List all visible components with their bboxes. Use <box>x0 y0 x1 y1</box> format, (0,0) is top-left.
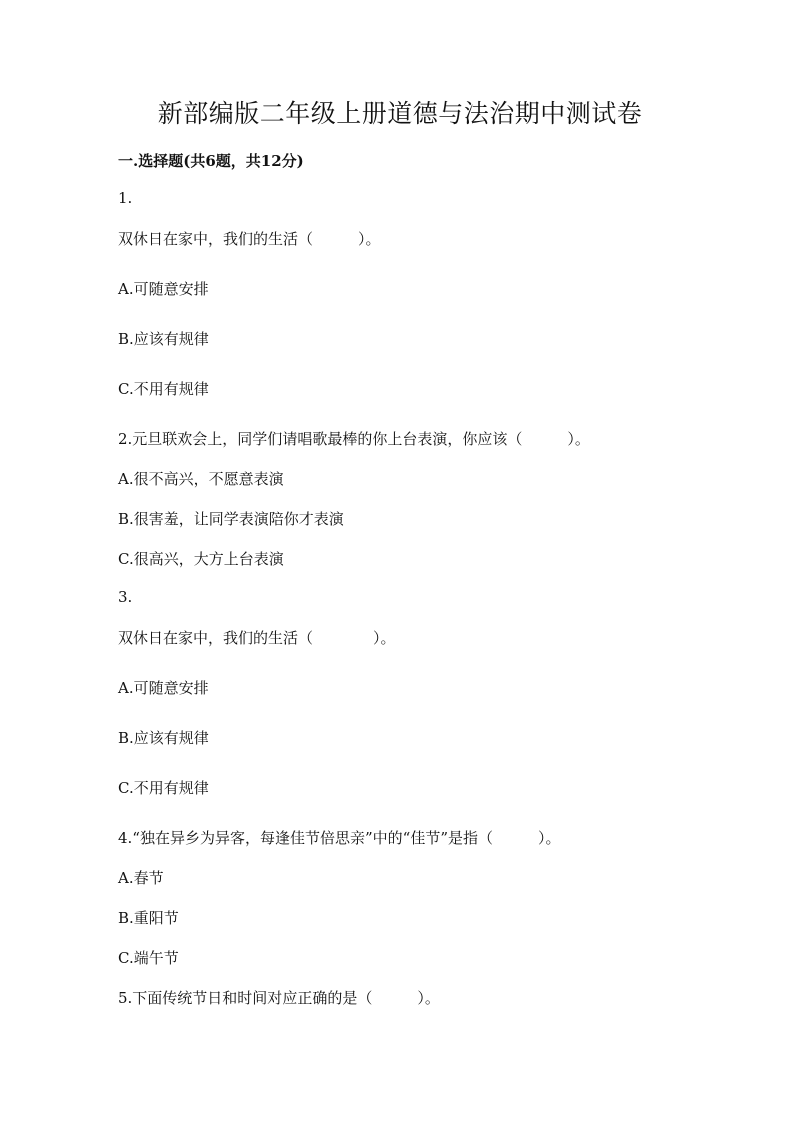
question-3-option-a: A.可随意安排 <box>118 679 209 697</box>
question-1-number: 1. <box>118 189 133 207</box>
question-2-stem: 2.元旦联欢会上，同学们请唱歌最棒的你上台表演，你应该（ ）。 <box>118 430 590 448</box>
question-4-stem: 4.“独在异乡为异客，每逢佳节倍思亲”中的“佳节”是指（ ）。 <box>118 829 561 847</box>
question-1-option-c: C.不用有规律 <box>118 380 209 398</box>
page-title: 新部编版二年级上册道德与法治期中测试卷 <box>157 99 643 128</box>
question-3-option-b: B.应该有规律 <box>118 729 209 747</box>
question-4-option-a: A.春节 <box>118 869 164 887</box>
question-2-option-a: A.很不高兴，不愿意表演 <box>118 470 284 488</box>
question-1-stem: 双休日在家中，我们的生活（ ）。 <box>118 230 381 248</box>
question-1-option-b: B.应该有规律 <box>118 330 209 348</box>
question-4-option-b: B.重阳节 <box>118 909 179 927</box>
question-3-stem: 双休日在家中，我们的生活（ ）。 <box>118 629 396 647</box>
question-5-stem: 5.下面传统节日和时间对应正确的是（ ）。 <box>118 989 440 1007</box>
question-1-option-a: A.可随意安排 <box>118 280 209 298</box>
question-2-option-b: B.很害羞，让同学表演陪你才表演 <box>118 510 344 528</box>
question-3-number: 3. <box>118 588 133 606</box>
question-2-option-c: C.很高兴，大方上台表演 <box>118 550 284 568</box>
question-4-option-c: C.端午节 <box>118 949 179 967</box>
section-heading: 一.选择题(共6题，共12分) <box>118 152 304 170</box>
question-3-option-c: C.不用有规律 <box>118 779 209 797</box>
